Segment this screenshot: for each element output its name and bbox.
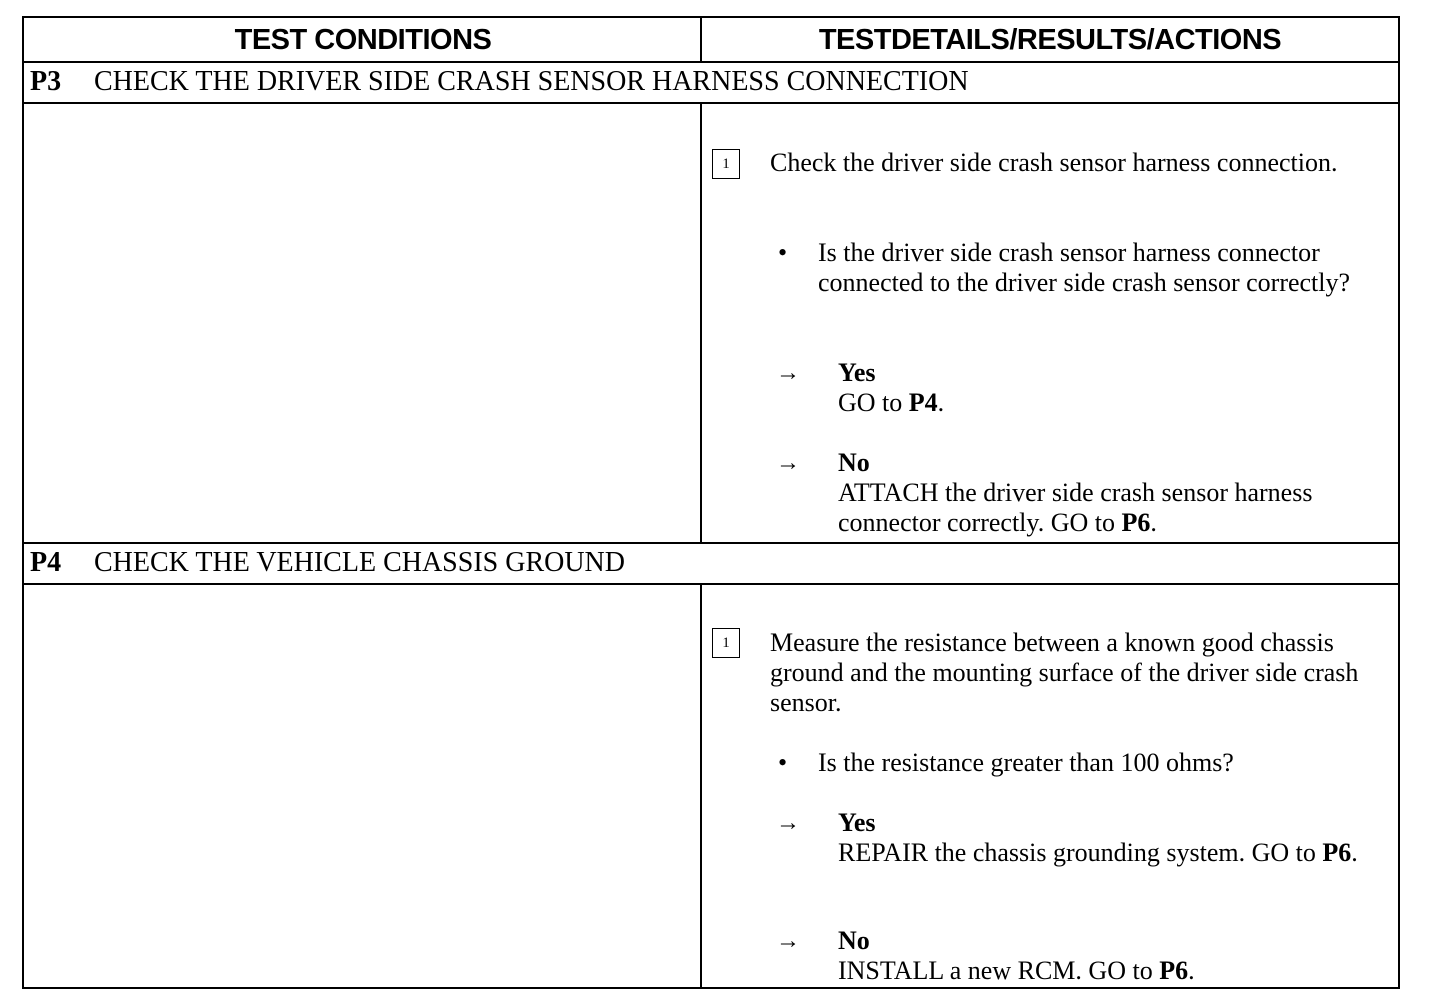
step-code: P4	[30, 547, 62, 578]
no-action: INSTALL a new RCM. GO to	[838, 956, 1153, 985]
step-details-p4	[712, 584, 1398, 987]
column-divider-p3	[700, 103, 702, 543]
yes-step-ref: P6	[1322, 838, 1352, 867]
bullet-icon: •	[778, 238, 788, 267]
yes-end: .	[937, 388, 945, 417]
step-question: Is the resistance greater than 100 ohms?	[818, 748, 1234, 777]
step-instruction: Measure the resistance between a known good chassis ground and the mounting surface of the driver side crash sensor.	[770, 628, 1359, 717]
step-title-row-p3	[24, 63, 1398, 101]
yes-end: .	[1351, 838, 1358, 867]
step-instruction: Check the driver side crash sensor harness connection.	[770, 148, 1338, 177]
column-divider-header	[700, 18, 702, 62]
no-step-ref: P6	[1159, 956, 1189, 985]
step-question: Is the driver side crash sensor harness connector connected to the driver side crash sensor correctly?	[818, 238, 1351, 297]
yes-label: Yes	[838, 358, 876, 387]
yes-action: REPAIR the chassis grounding system. GO to	[838, 838, 1316, 867]
diagnostic-table	[22, 16, 1400, 989]
no-label: No	[838, 448, 870, 477]
column-divider-p4	[700, 584, 702, 987]
no-result	[838, 926, 1388, 986]
step-details-p3	[712, 103, 1398, 543]
header-test-details: TESTDETAILS/RESULTS/ACTIONS	[818, 23, 1282, 56]
no-end: .	[1188, 956, 1195, 985]
no-label: No	[838, 926, 870, 955]
arrow-right-icon: →	[776, 450, 800, 476]
yes-result	[838, 358, 1388, 418]
step-title: CHECK THE DRIVER SIDE CRASH SENSOR HARNESS CONNECTION	[94, 66, 969, 97]
no-result	[838, 448, 1388, 538]
yes-action: GO to	[838, 388, 903, 417]
yes-result	[838, 808, 1388, 868]
yes-step-ref: P4	[908, 388, 938, 417]
header-test-conditions: TEST CONDITIONS	[234, 23, 492, 56]
yes-label: Yes	[838, 808, 876, 837]
no-end: .	[1150, 508, 1157, 537]
step-number-box: 1	[712, 149, 740, 179]
step-title-row-p4	[24, 544, 1398, 582]
step-number-box: 1	[712, 628, 740, 658]
arrow-right-icon: →	[776, 360, 800, 386]
step-code: P3	[30, 66, 62, 97]
bullet-icon: •	[778, 748, 788, 777]
arrow-right-icon: →	[776, 928, 800, 954]
arrow-right-icon: →	[776, 810, 800, 836]
step-title: CHECK THE VEHICLE CHASSIS GROUND	[94, 547, 626, 578]
no-action: ATTACH the driver side crash sensor harness connector correctly. GO to	[838, 478, 1313, 537]
no-step-ref: P6	[1121, 508, 1151, 537]
